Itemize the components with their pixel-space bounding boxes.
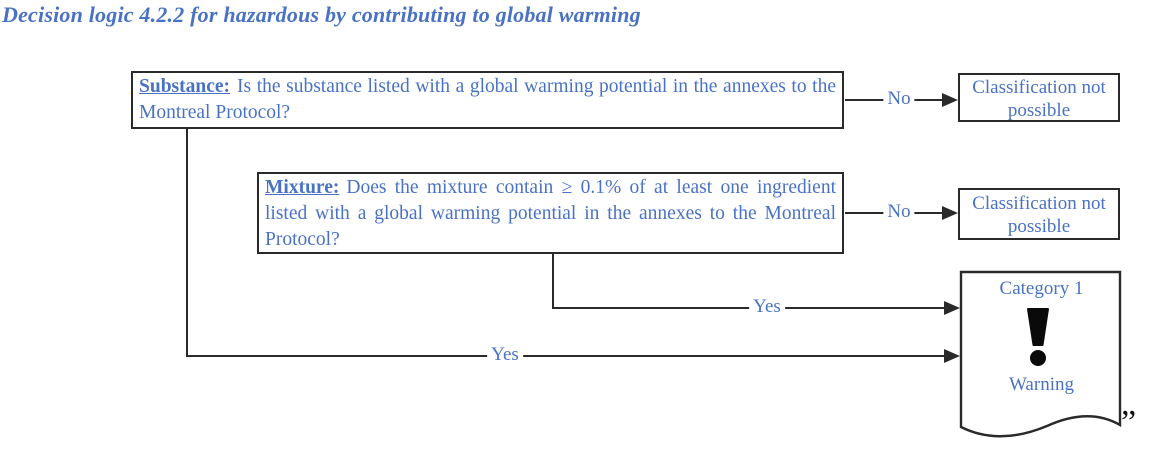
- mixture-question-text: Does the mixture contain ≥ 0.1% of at least one ingredient listed with a global warming potential in the annexes to the Montreal Protocol?: [265, 177, 836, 250]
- substance-question-text: Is the substance listed with a global warming potential in the annexes to the Montreal Protocol?: [139, 76, 836, 123]
- connector-substance-yes-horizontal: [186, 355, 944, 357]
- edge-label-substance-no: No: [883, 87, 914, 111]
- result-signal-word: Warning: [1009, 374, 1074, 395]
- outcome-node-substance-no: [958, 73, 1120, 122]
- connector-mixture-yes-vertical: [552, 254, 554, 309]
- result-category-text: Category 1: [999, 278, 1084, 299]
- connector-substance-yes-vertical: [186, 129, 188, 357]
- edge-label-mixture-no: No: [883, 200, 914, 224]
- exclamation-mark-icon: [1026, 308, 1050, 368]
- arrow-right-icon: [942, 93, 958, 107]
- substance-question-node: [131, 71, 844, 129]
- edge-label-substance-yes: Yes: [487, 343, 523, 367]
- outcome-node-mixture-no: [958, 188, 1120, 240]
- arrow-right-icon: [942, 206, 958, 220]
- arrow-right-icon: [944, 349, 960, 363]
- edge-label-mixture-yes: Yes: [749, 295, 785, 319]
- figure-title: Decision logic 4.2.2 for hazardous by contributing to global warming: [2, 2, 641, 27]
- substance-question-label: Substance:: [139, 76, 231, 97]
- outcome-text: Classification not possible: [972, 193, 1106, 237]
- mixture-question-label: Mixture:: [265, 177, 340, 198]
- connector-mixture-yes-horizontal: [552, 307, 944, 309]
- closing-quotation-mark: ”: [1121, 404, 1137, 441]
- arrow-right-icon: [944, 301, 960, 315]
- mixture-question-node: [257, 172, 844, 254]
- outcome-text: Classification not possible: [972, 77, 1106, 121]
